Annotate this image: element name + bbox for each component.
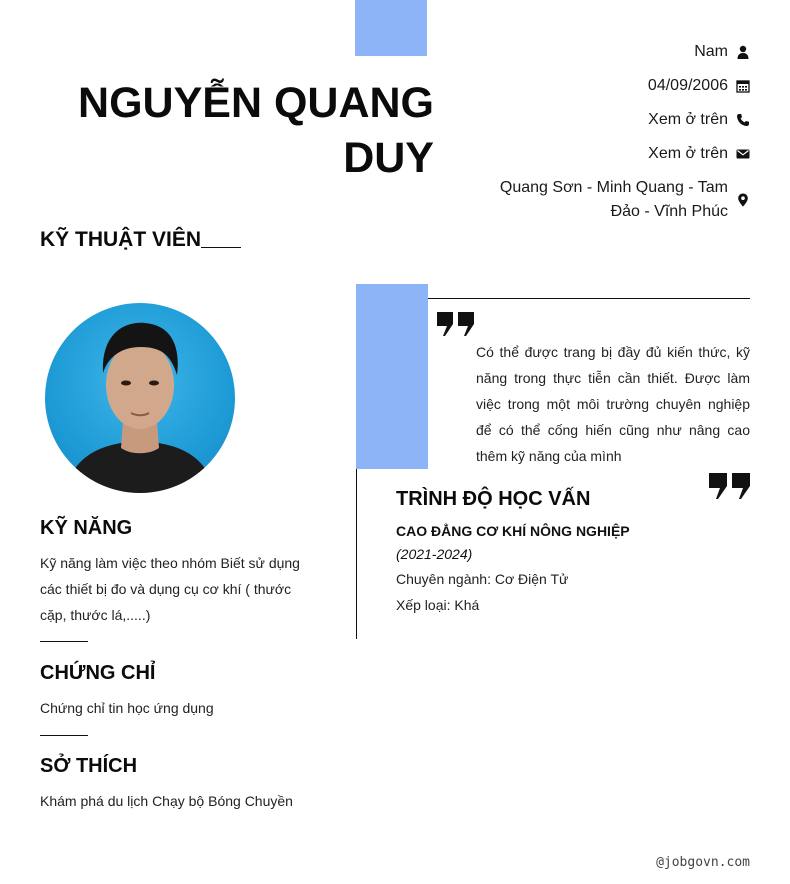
candidate-name: NGUYỄN QUANG DUY <box>78 79 434 182</box>
phone-icon <box>736 113 750 127</box>
accent-block-middle <box>356 284 428 469</box>
contact-address <box>450 176 750 224</box>
quote-close-icon <box>709 473 751 505</box>
calendar-icon <box>736 79 750 93</box>
certificates-title: CHỨNG CHỈ <box>40 662 156 684</box>
quote-open-icon <box>437 312 475 343</box>
job-title-underline <box>201 247 241 248</box>
divider-vertical <box>356 469 357 639</box>
certificates-text: Chứng chỉ tin học ứng dụng <box>40 700 214 716</box>
contact-gender <box>450 40 750 64</box>
contact-gender-text: Nam <box>694 43 728 60</box>
certificates-divider <box>40 735 88 736</box>
hobbies-text: Khám phá du lịch Chạy bộ Bóng Chuyền <box>40 793 293 809</box>
education-major: Chuyên ngành: Cơ Điện Tử <box>396 571 569 587</box>
person-icon <box>736 45 750 59</box>
divider-summary-top <box>428 298 750 299</box>
education-school: CAO ĐẲNG CƠ KHÍ NÔNG NGHIỆP <box>396 523 630 539</box>
contact-list <box>450 40 750 224</box>
watermark: @jobgovn.com <box>656 855 750 870</box>
hobbies-title: SỞ THÍCH <box>40 755 138 777</box>
job-title <box>40 228 241 252</box>
education-grade: Xếp loại: Khá <box>396 597 480 613</box>
skills-title: KỸ NĂNG <box>40 517 133 539</box>
contact-address-text: Quang Sơn - Minh Quang - Tam Đảo - Vĩnh Phúc <box>499 179 728 220</box>
summary-text: Có thể được trang bị đầy đủ kiến thức, kỹ năng trong thực tiễn cần thiết. Được làm việc trong một môi trường chuyên nghiệp để có thể cống hiến cũng như nâng cao thêm kỹ năng của mình <box>476 344 750 464</box>
profile-photo <box>45 303 235 493</box>
job-title-text: KỸ THUẬT VIÊN <box>40 228 202 251</box>
contact-email-text: Xem ở trên <box>648 145 728 162</box>
education-years: (2021-2024) <box>396 546 473 562</box>
skills-divider <box>40 641 88 642</box>
contact-phone-text: Xem ở trên <box>648 111 728 128</box>
contact-birthday <box>450 74 750 98</box>
skills-text: Kỹ năng làm việc theo nhóm Biết sử dụng các thiết bị đo và dụng cụ cơ khí ( thước cặp, thước lá,.....) <box>40 555 300 623</box>
envelope-icon <box>736 147 750 161</box>
location-pin-icon <box>736 193 750 207</box>
contact-email <box>450 142 750 166</box>
accent-block-top <box>355 0 427 56</box>
contact-birthday-text: 04/09/2006 <box>647 77 728 94</box>
education-title: TRÌNH ĐỘ HỌC VẤN <box>396 488 591 510</box>
contact-phone <box>450 108 750 132</box>
